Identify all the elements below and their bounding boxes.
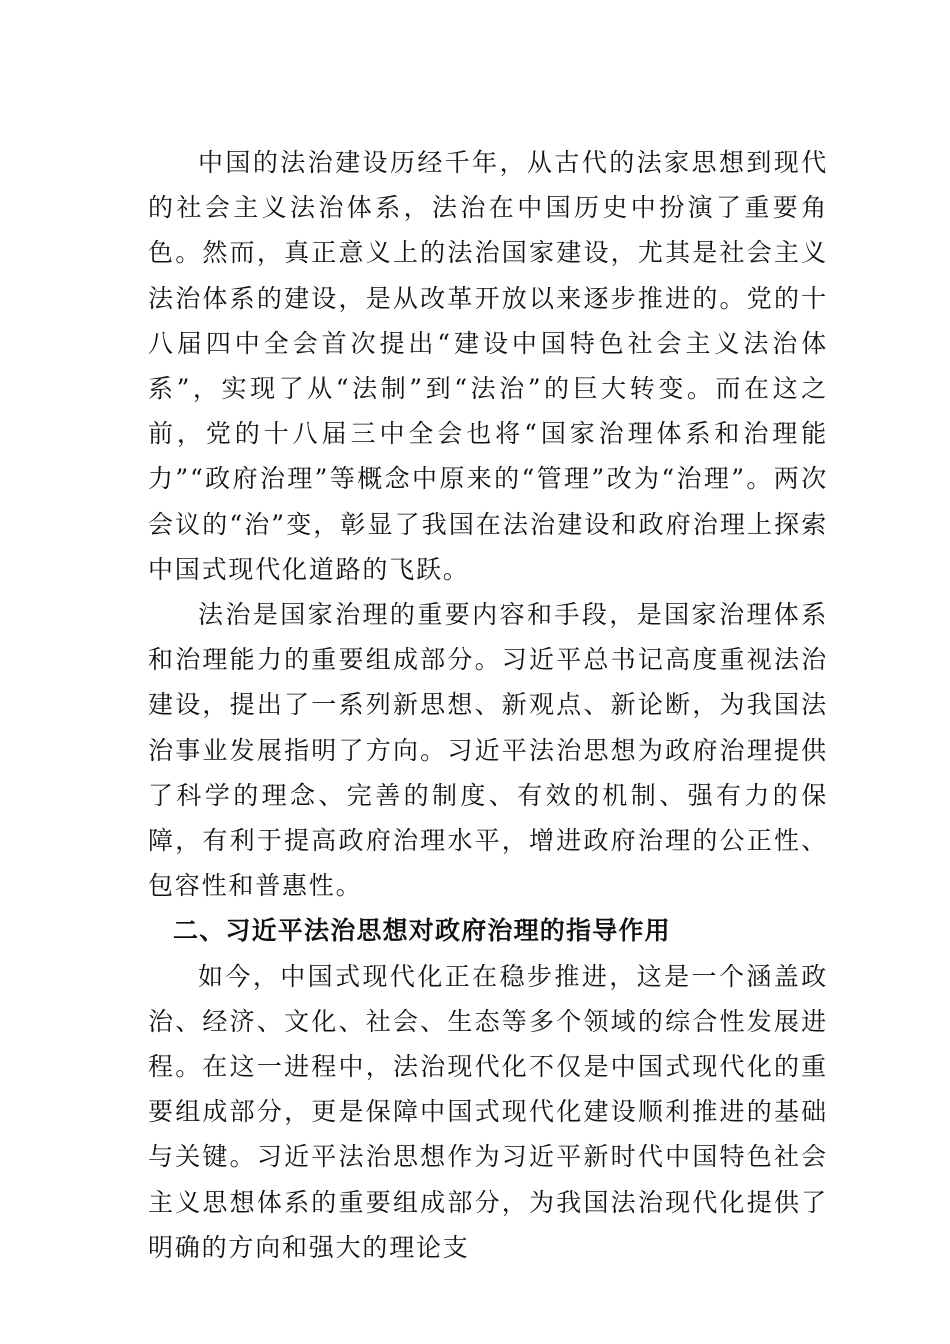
paragraph-rule-of-law-governance: 法治是国家治理的重要内容和手段，是国家治理体系和治理能力的重要组成部分。习近平总书记高度重视法治建设，提出了一系列新思想、新观点、新论断，为我国法治事业发展指明了方向。习近平法治思想为政府治理提供了科学的理念、完善的制度、有效的机制、强有力的保障，有利于提高政府治理水平，增进政府治理的公正性、包容性和普惠性。 (148, 600, 828, 901)
section-heading: 二、习近平法治思想对政府治理的指导作用 (173, 916, 671, 946)
document-body (148, 140, 828, 1270)
paragraph-modernization: 如今，中国式现代化正在稳步推进，这是一个涵盖政治、经济、文化、社会、生态等多个领域的综合性发展进程。在这一进程中，法治现代化不仅是中国式现代化的重要组成部分，更是保障中国式现代化建设顺利推进的基础与关键。习近平法治思想作为习近平新时代中国特色社会主义思想体系的重要组成部分，为我国法治现代化提供了明确的方向和强大的理论支 (148, 961, 828, 1262)
paragraph-legal-history: 中国的法治建设历经千年，从古代的法家思想到现代的社会主义法治体系，法治在中国历史中扮演了重要角色。然而，真正意义上的法治国家建设，尤其是社会主义法治体系的建设，是从改革开放以来逐步推进的。党的十八届四中全会首次提出“建设中国特色社会主义法治体系”，实现了从“法制”到“法治”的巨大转变。而在这之前，党的十八届三中全会也将“国家治理体系和治理能力”“政府治理”等概念中原来的“管理”改为“治理”。两次会议的“治”变，彰显了我国在法治建设和政府治理上探索中国式现代化道路的飞跃。 (148, 148, 828, 584)
